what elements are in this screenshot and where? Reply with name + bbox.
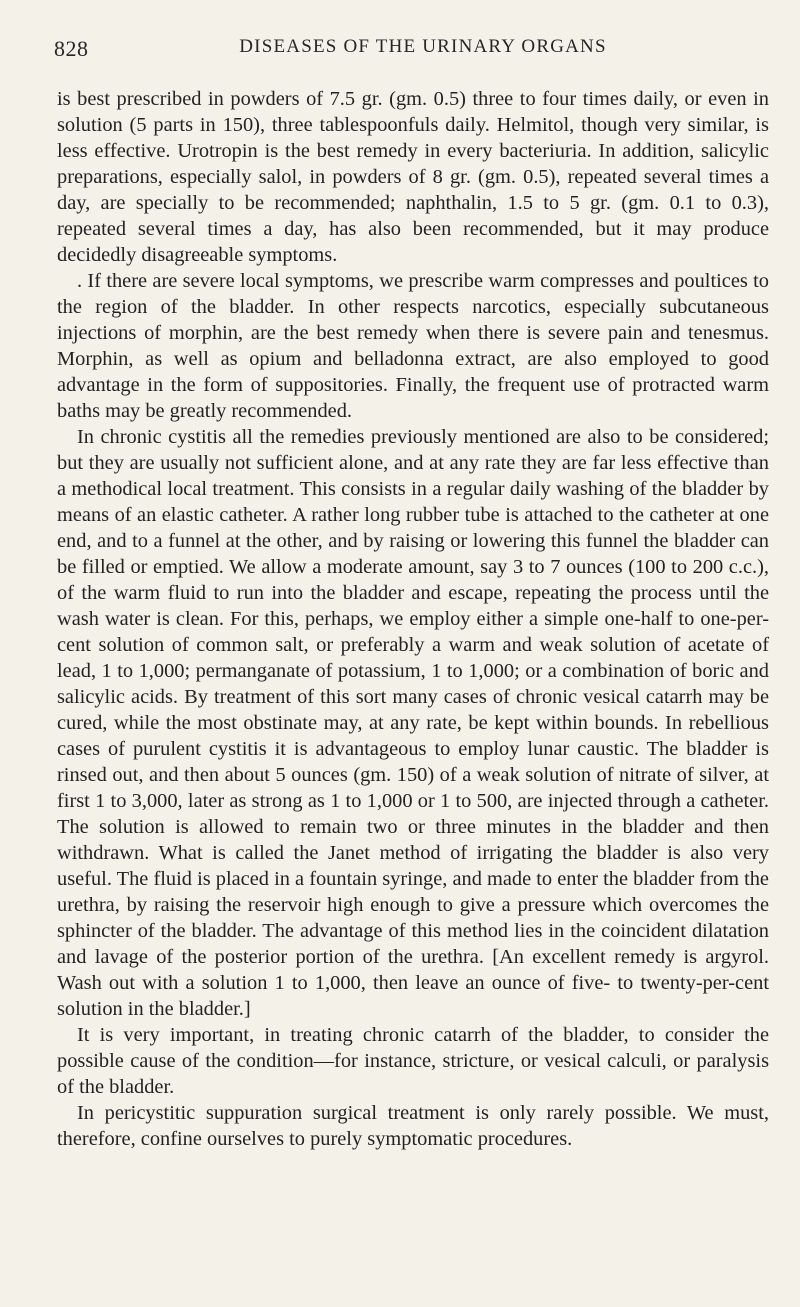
paragraph-local-symptoms: . If there are severe local symptoms, we prescribe warm compresses and poultices to the region of the bladder. In other respects narcotics, especially subcutaneous injections of morphin, are the best remedy when there is severe pain and tenesmus. Morphin, as well as opium and belladonna extract, are also employed to good advantage in the form of suppositories. Finally, the frequent use of protracted warm baths may be greatly recommended. <box>57 270 769 422</box>
running-title: DISEASES OF THE URINARY ORGANS <box>239 36 607 57</box>
page-header <box>50 30 766 66</box>
paragraph-chronic-cystitis: In chronic cystitis all the remedies previously mentioned are also to be considered; but they are usually not sufficient alone, and at any rate they are far less effective than a methodical local treatment. This consists in a regular daily washing of the bladder by means of an elastic catheter. A rather long rubber tube is attached to the catheter at one end, and to a funnel at the other, and by raising or lowering this funnel the bladder can be filled or emptied. We allow a moderate amount, say 3 to 7 ounces (100 to 200 c.c.), of the warm fluid to run into the bladder and escape, repeating the process until the wash water is clean. For this, perhaps, we employ either a simple one-half to one-per-cent solution of common salt, or preferably a warm and weak solution of acetate of lead, 1 to 1,000; permanganate of potassium, 1 to 1,000; or a combination of boric and salicylic acids. By treatment of this sort many cases of chronic vesical catarrh may be cured, while the most obstinate may, at any rate, be kept within bounds. In rebellious cases of purulent cystitis it is advantageous to employ lunar caustic. The bladder is rinsed out, and then about 5 ounces (gm. 150) of a weak solution of nitrate of silver, at first 1 to 3,000, later as strong as 1 to 1,000 or 1 to 500, are injected through a catheter. The solution is allowed to remain two or three minutes in the bladder and then withdrawn. What is called the Janet method of irrigating the bladder is also very useful. The fluid is placed in a fountain syringe, and made to enter the bladder from the urethra, by raising the reservoir high enough to give a pressure which overcomes the sphincter of the bladder. The advantage of this method lies in the coincident dilatation and lavage of the posterior portion of the urethra. [An excellent remedy is argyrol. Wash out with a solution 1 to 1,000, then leave an ounce of five- to twenty-per-cent solution in the bladder.] <box>57 426 769 1020</box>
paragraph-pericystitic-suppuration: In pericystitic suppuration surgical treatment is only rarely possible. We must, therefore, confine ourselves to purely symptomatic procedures. <box>57 1102 769 1150</box>
paragraph-continued-urotropin: is best prescribed in powders of 7.5 gr. (gm. 0.5) three to four times daily, or even in solution (5 parts in 150), three tablespoonfuls daily. Helmitol, though very similar, is less effective. Urotropin is the best remedy in every bacteriuria. In addition, salicylic preparations, especially salol, in powders of 8 gr. (gm. 0.5), repeated several times a day, are specially to be recommended; naphthalin, 1.5 to 5 gr. (gm. 0.1 to 0.3), repeated several times a day, has also been recommended, but it may produce decidedly disagreeable symptoms. <box>57 88 769 266</box>
page-number: 828 <box>54 36 89 61</box>
paragraph-possible-cause: It is very important, in treating chronic catarrh of the bladder, to consider the possible cause of the condition—for instance, stricture, or vesical calculi, or paralysis of the bladder. <box>57 1024 769 1098</box>
body-text <box>57 86 769 1152</box>
